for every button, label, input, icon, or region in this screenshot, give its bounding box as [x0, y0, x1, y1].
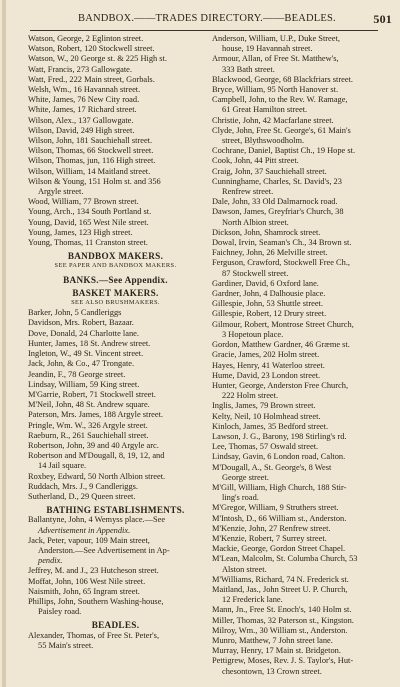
directory-entry-line: Ruddach, Mrs. J., 9 Candleriggs. — [28, 481, 139, 491]
directory-entry-line: Wilson, Thomas, 66 Stockwell street. — [28, 146, 154, 156]
cross-reference: SEE ALSO BRUSHMAKERS. — [71, 299, 160, 307]
directory-entry-line: Anderston.—See Advertisement in Ap- — [38, 545, 170, 555]
section-heading: BANDBOX MAKERS. — [67, 251, 164, 262]
directory-entry-line: Jeandin, F., 78 George street. — [28, 369, 126, 379]
directory-entry-line: Argyle street. — [38, 187, 84, 197]
directory-entry-line: Miller, Thomas, 32 Paterson st., Kingston. — [212, 615, 354, 625]
directory-entry-line: Gillespie, Robert, 12 Drury street. — [212, 309, 327, 319]
directory-entry-line: North Albion street. — [222, 217, 289, 227]
directory-entry-line: Young, Thomas, 11 Cranston street. — [28, 238, 148, 248]
directory-entry-line: M'Gregor, William, 9 Struthers street. — [212, 503, 339, 513]
directory-entry-line: Hayes, Henry, 41 Waterloo street. — [212, 360, 325, 370]
directory-entry-line: M'Gill, William, High Church, 188 Stir- — [212, 482, 347, 492]
directory-entry-line: Ingleton, W., 49 St. Vincent street. — [28, 349, 144, 359]
directory-entry-line: Jack, Peter, vapour, 109 Main street, — [28, 535, 150, 545]
directory-entry-line: Hume, David, 23 London street. — [212, 370, 321, 380]
directory-entry-line: 333 Bath street. — [222, 64, 275, 74]
directory-entry-line: Christie, John, 42 Macfarlane street. — [212, 115, 334, 125]
directory-entry-line: ling's road. — [222, 493, 259, 503]
directory-entry-line: Barker, John, 5 Candleriggs — [28, 308, 122, 318]
directory-entry-line: Armour, Allan, of Free St. Matthew's, — [212, 54, 339, 64]
directory-entry-line: Gordon, Matthew Gardner, 46 Græme st. — [212, 340, 350, 350]
directory-entry-line: M'Garrie, Robert, 71 Stockwell street. — [28, 389, 156, 399]
running-title: BANDBOX.——TRADES DIRECTORY.——BEADLES. — [78, 13, 336, 24]
directory-entry-line: Lindsay, Gavin, 6 London road, Calton. — [212, 452, 346, 462]
directory-entry-line: Anderson, William, U.P., Duke Street, — [212, 34, 340, 43]
right-column — [212, 34, 387, 677]
directory-entry-line: George street. — [222, 472, 269, 482]
directory-entry-line: Jack, John, & Co., 47 Trongate. — [28, 359, 135, 369]
directory-entry-line: Lindsay, William, 59 King street. — [28, 379, 140, 389]
directory-entry-line: Welsh, Wm., 16 Havannah street. — [28, 85, 141, 95]
directory-entry-line: Raeburn, R., 261 Sauchiehall street. — [28, 430, 149, 440]
directory-entry-line: Watt, Francis, 273 Gallowgate. — [28, 64, 132, 74]
directory-entry-line: Campbell, John, to the Rev. W. Ramage, — [212, 95, 348, 105]
directory-entry-line: Alexander, Thomas, of Free St. Peter's, — [28, 630, 160, 640]
directory-entry-line: M'Intosh, D., 66 William st., Anderston. — [212, 513, 347, 523]
directory-entry-line: Blackwood, George, 68 Blackfriars street. — [212, 74, 354, 84]
directory-entry-line: Pettigrew, Moses, Rev. J. S. Taylor's, Hut- — [212, 656, 354, 666]
directory-entry-line: Kinloch, James, 35 Bedford street. — [212, 421, 329, 431]
directory-entry-line: Mackie, George, Gordon Street Chapel. — [212, 544, 346, 554]
directory-entry-line: Wilson, David, 249 High street. — [28, 125, 135, 135]
directory-entry-line: 3 Hopetoun place. — [222, 329, 284, 339]
directory-entry-line: Dove, Donald, 24 Charlotte lane. — [28, 328, 139, 338]
directory-entry-line: 55 Main's street. — [38, 640, 94, 650]
directory-entry-line: Wood, William, 77 Brown street. — [28, 197, 139, 207]
directory-entry-line: Wilson, Thomas, jun, 116 High street. — [28, 156, 156, 166]
directory-entry-line: Gardiner, David, 6 Oxford lane. — [212, 278, 319, 288]
directory-entry-line: Paterson, Mrs. James, 188 Argyle street. — [28, 410, 163, 420]
directory-entry-line: M'Williams, Richard, 74 N. Frederick st. — [212, 574, 349, 584]
directory-entry-line: Murray, Henry, 17 Main st. Bridgeton. — [212, 646, 341, 656]
directory-entry-line: Kelty, Neil, 10 Holmhead street. — [212, 411, 321, 421]
directory-entry-line: Wilson, Alex., 137 Gallowgate. — [28, 115, 134, 125]
directory-entry-line: Cook, John, 44 Pitt street. — [212, 156, 299, 166]
directory-entry-line: Sutherland, D., 29 Queen street. — [28, 491, 136, 501]
page-number: 501 — [373, 12, 392, 26]
directory-entry-line: Watt, Fred., 222 Main street, Gorbals. — [28, 74, 155, 84]
section-heading: BANKS.—See Appendix. — [63, 274, 168, 285]
directory-entry-line: Gardner, John, 4 Dalhousie place. — [212, 289, 326, 299]
directory-entry-line: Renfrew street. — [222, 187, 274, 197]
section-heading: BATHING ESTABLISHMENTS. — [46, 505, 185, 516]
directory-entry-line: Young, Arch., 134 South Portland st. — [28, 207, 152, 217]
directory-entry-line: Young, David, 165 West Nile street. — [28, 217, 149, 227]
directory-entry-line: M'Neil, John, 48 St. Andrew square. — [28, 400, 150, 410]
directory-entry-line: Clyde, John, Free St. George's, 61 Main's — [212, 125, 351, 135]
directory-entry-line: Watson, George, 2 Eglinton street. — [28, 34, 144, 43]
directory-entry-line: Robertson and M'Dougall, 8, 19, 12, and — [28, 451, 165, 461]
section-heading: BEADLES. — [91, 620, 140, 631]
directory-entry-line: pendix. — [38, 556, 63, 566]
directory-entry-line: Munro, Matthew, 7 John street lane. — [212, 635, 333, 645]
directory-entry-line: Gillespie, John, 53 Shuttle street. — [212, 299, 323, 309]
directory-entry-line: Wilson, John, 181 Sauchiehall street. — [28, 136, 153, 146]
header-rule — [30, 30, 378, 31]
directory-entry-line: Maitland, Jas., John Street U. P. Church, — [212, 584, 348, 594]
directory-entry-line: Advertisement in Appendix. — [38, 525, 131, 535]
directory-entry-line: Roxbey, Edward, 50 North Albion street. — [28, 471, 166, 481]
directory-entry-line: M'Dougall, A., St. George's, 8 West — [212, 462, 332, 472]
directory-entry-line: Davidson, Mrs. Robert, Bazaar. — [28, 318, 134, 328]
directory-entry-line: M'Lean, Malcolm, St. Columba Church, 53 — [212, 554, 358, 564]
directory-entry-line: chesontown, 13 Crown street. — [222, 666, 322, 676]
directory-entry-line: Pringle, Wm. W., 326 Argyle street. — [28, 420, 148, 430]
directory-entry-line: Phillips, John, Southern Washing-house, — [28, 596, 164, 606]
running-header — [78, 13, 392, 27]
directory-entry-line: Watson, Robert, 120 Stockwell street. — [28, 44, 155, 54]
directory-entry-line: Inglis, James, 79 Brown street. — [212, 401, 316, 411]
directory-entry-line: Paisley road. — [38, 607, 82, 617]
directory-entry-line: Bryce, William, 95 North Hanover st. — [212, 85, 339, 95]
directory-entry-line: Faichney, John, 26 Melville street. — [212, 248, 328, 258]
directory-entry-line: Lawson, J. G., Barony, 198 Stirling's rd. — [212, 431, 347, 441]
directory-entry-line: 61 Great Hamilton street. — [222, 105, 308, 115]
left-column — [28, 34, 203, 651]
directory-entry-line: Hunter, George, Anderston Free Church, — [212, 380, 349, 390]
directory-entry-line: Cochrane, Daniel, Baptist Ch., 19 Hope st. — [212, 146, 356, 156]
directory-entry-line: Hunter, James, 18 St. Andrew street. — [28, 338, 151, 348]
directory-entry-line: 222 Holm street. — [222, 391, 279, 401]
directory-entry-line: 12 Frederick lane. — [222, 595, 283, 605]
directory-entry-line: Dickson, John, Shamrock street. — [212, 227, 321, 237]
directory-entry-line: Ballantyne, John, 4 Wemyss place.—See — [28, 515, 166, 525]
directory-entry-line: Lee, Thomas, 57 Oswald street. — [212, 442, 319, 452]
directory-entry-line: Mann, Jn., Free St. Enoch's, 140 Holm st. — [212, 605, 352, 615]
directory-entry-line: Gracie, James, 202 Holm street. — [212, 350, 320, 360]
directory-entry-line: Dawson, James, Greyfriar's Church, 38 — [212, 207, 344, 217]
directory-entry-line: Dale, John, 33 Old Dalmarnock road. — [212, 197, 338, 207]
directory-entry-line: Wilson & Young, 151 Holm st. and 356 — [28, 176, 161, 186]
directory-entry-line: M'Kenzie, John, 27 Renfrew street. — [212, 523, 331, 533]
directory-entry-line: house, 19 Havannah street. — [222, 44, 313, 54]
directory-entry-line: Naismith, John, 65 Ingram street. — [28, 586, 140, 596]
directory-entry-line: 14 Jail square. — [38, 461, 87, 471]
directory-entry-line: 87 Stockwell street. — [222, 268, 289, 278]
directory-entry-line: Moffat, John, 106 West Nile street. — [28, 576, 146, 586]
directory-entry-line: Ferguson, Crawford, Stockwell Free Ch., — [212, 258, 351, 268]
directory-entry-line: White, James, 76 New City road. — [28, 95, 140, 105]
directory-entry-line: Watson, W., 20 George st. & 225 High st. — [28, 54, 167, 64]
directory-entry-line: White, James, 17 Richard street. — [28, 105, 137, 115]
directory-entry-line: Jeffrey, M. and J., 23 Hutcheson street. — [28, 566, 159, 576]
directory-entry-line: Wilson, William, 14 Maitland street. — [28, 166, 151, 176]
directory-entry-line: street, Blythswoodholm. — [222, 136, 305, 146]
section-heading: BASKET MAKERS. — [72, 287, 159, 298]
directory-entry-line: Milroy, Wm., 30 William st., Anderston. — [212, 625, 348, 635]
directory-entry-line: Craig, John, 37 Sauchiehall street. — [212, 166, 327, 176]
directory-entry-line: Robertson, John, 39 and 40 Argyle arc. — [28, 440, 159, 450]
directory-entry-line: Cunninghame, Charles, St. David's, 23 — [212, 176, 342, 186]
directory-entry-line: Alston street. — [222, 564, 267, 574]
directory-entry-line: M'Kenzie, Robert, 7 Surrey street. — [212, 533, 327, 543]
directory-entry-line: Gilmour, Robert, Montrose Street Church, — [212, 319, 354, 329]
directory-entry-line: Dowal, Irvin, Seaman's Ch., 34 Brown st. — [212, 238, 352, 248]
cross-reference: SEE PAPER AND BANDBOX MAKERS. — [54, 262, 177, 270]
page-edge — [2, 0, 6, 687]
directory-entry-line: Young, James, 123 High street. — [28, 227, 133, 237]
